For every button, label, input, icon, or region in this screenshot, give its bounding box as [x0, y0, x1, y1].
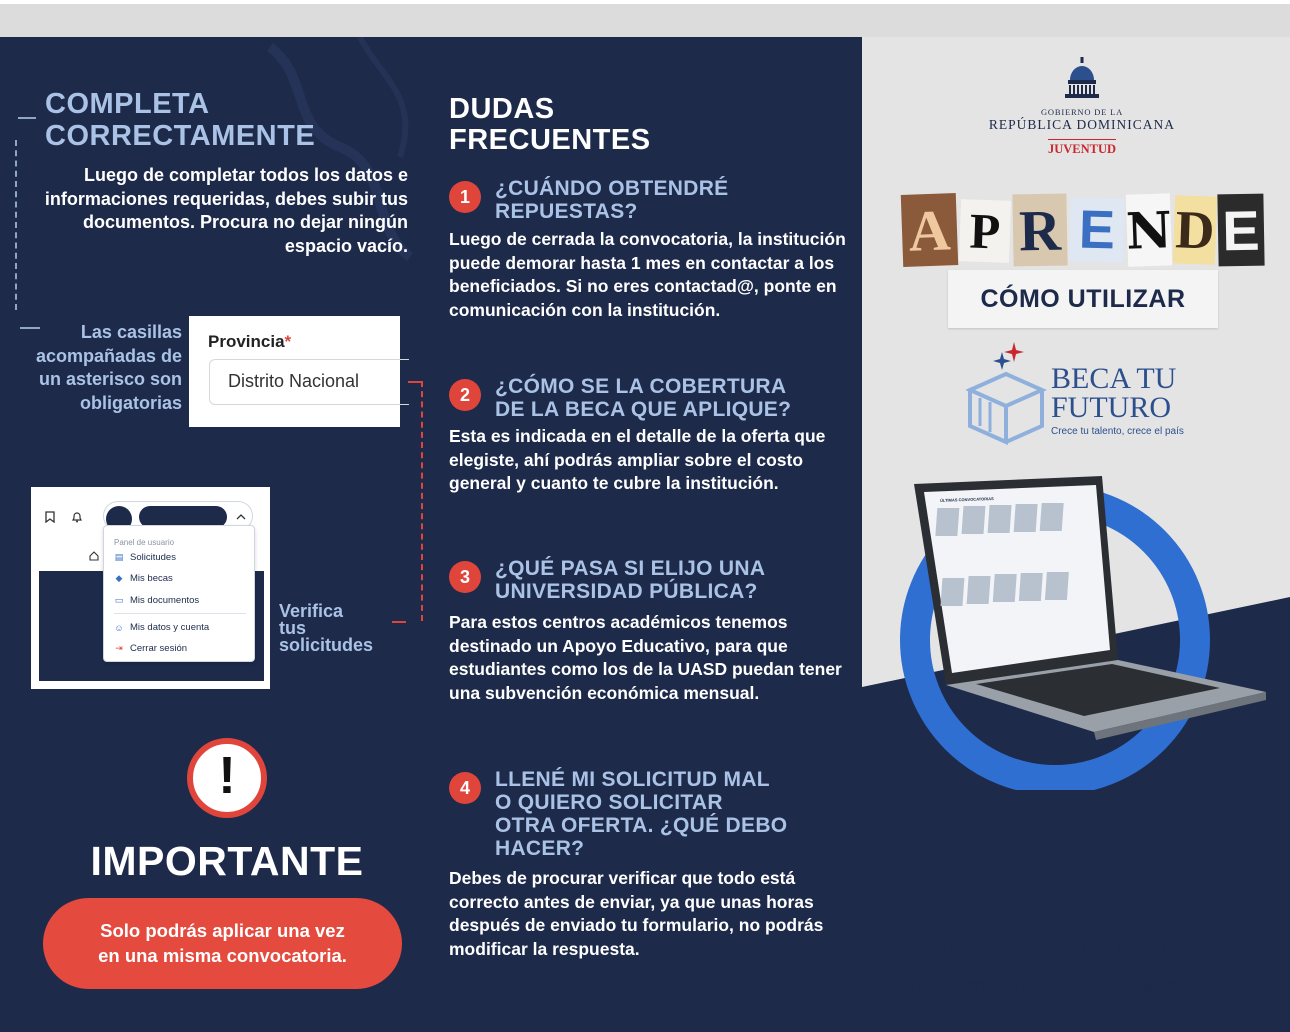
program-tagline: Crece tu talento, crece el país [1051, 426, 1184, 437]
important-heading: IMPORTANTE [90, 838, 364, 884]
subtitle-strip [948, 270, 1218, 328]
menu-item-mis-becas: ◆ Mis becas [115, 573, 173, 584]
faq-answer-3: Para estos centros académicos tenemos destinado un Apoyo Educativo, para que estudiantes como los de la UASD puedan tener una subvención económica mensual. [449, 612, 842, 703]
phone-icon: ✆ [932, 940, 952, 960]
title-deco-line [18, 117, 36, 119]
aprende-letter-p: P [959, 199, 1011, 263]
laptop-icon [914, 476, 1266, 740]
aprende-letter-r: R [1012, 194, 1067, 267]
verify-note: Verifica tus solicitudes [279, 601, 374, 655]
dropdown-title: Panel de usuario [114, 538, 175, 547]
instagram-icon: ◎ [1138, 976, 1158, 996]
aprende-title [902, 194, 1264, 268]
laptop-screen-heading: ÚLTIMAS CONVOCATORIAS [939, 496, 994, 503]
faq-number-4: 4 [449, 772, 481, 804]
faq-number-1: 1 [449, 181, 481, 213]
menu-item-mis-documentos: ▭ Mis documentos [114, 595, 200, 606]
graduation-cap-icon: ◆ [115, 573, 123, 583]
menu-item-solicitudes: ▤ Solicitudes [114, 552, 176, 563]
faq-question-1: ¿CUÁNDO OBTENDRÉ REPUESTAS? [495, 177, 729, 223]
aprende-letter-n: N [1126, 193, 1172, 266]
ballot-box-icon [966, 338, 1050, 446]
laptop-illustration [880, 470, 1280, 790]
faq-number-2: 2 [449, 379, 481, 411]
faq-question-3: ¿QUÉ PASA SI ELIJO UNA UNIVERSIDAD PÚBLICA? [495, 557, 766, 603]
capitol-dome-icon [1060, 56, 1104, 100]
user-icon: ☺ [114, 622, 124, 633]
aprende-letter-d: D [1173, 195, 1217, 264]
province-label: Provincia* [208, 332, 292, 351]
required-asterisk: * [284, 332, 292, 351]
faq-question-4: LLENÉ MI SOLICITUD MAL O QUIERO SOLICITAR OTRA OFERTA. ¿QUÉ DEBO HACER? [495, 768, 788, 860]
faq-answer-2: Esta es indicada en el detalle de la oferta que elegiste, ahí podrás ampliar sobre el costo general y cuanto te cubre la institución. [449, 426, 826, 493]
program-name-line2: FUTURO [1051, 391, 1172, 424]
dropdown-divider [114, 613, 246, 614]
connector-vertical [421, 381, 423, 621]
subtitle: CÓMO UTILIZAR [980, 285, 1186, 313]
gov-line-1: GOBIERNO DE LA [1040, 107, 1124, 117]
faq-answer-4: Debes de procurar verificar que todo está correcto antes de enviar, ya que unas horas después de enviado tu formulario, no podrás modificar la respuesta. [449, 868, 824, 959]
logout-icon: ⇥ [115, 643, 123, 653]
title-deco-dashes [15, 140, 17, 310]
province-input: Distrito Nacional [209, 359, 409, 405]
province-field-example [189, 316, 400, 427]
faq-title: DUDAS FRECUENTES [449, 93, 651, 156]
exclamation-icon: ! [187, 738, 267, 818]
user-menu-example [31, 487, 270, 689]
program-name-line1: BECA TU [1051, 362, 1177, 395]
beca-tu-futuro-logo [966, 338, 1216, 448]
connector-bottom [392, 621, 406, 623]
aprende-letter-a: A [901, 193, 958, 267]
government-logo [982, 56, 1182, 158]
gov-line-3: JUVENTUD [1048, 139, 1116, 157]
menu-item-cerrar-sesion: ⇥ Cerrar sesión [115, 643, 188, 654]
folder-icon: ▭ [114, 595, 124, 605]
menu-item-mis-datos: ☺ Mis datos y cuenta [114, 622, 210, 633]
user-dropdown [103, 525, 255, 662]
aprende-letter-e: E [1069, 197, 1125, 262]
chevron-up-icon [236, 512, 246, 523]
faq-number-3: 3 [449, 561, 481, 593]
connector-top [408, 381, 422, 383]
document-list-icon: ▤ [114, 552, 124, 562]
phone-contact: ✆ 809-508-7227 ext 1607 | 1605 | 1600 [932, 940, 1204, 960]
top-strip [0, 0, 1290, 37]
faq-question-2: ¿CÓMO SE LA COBERTURA DE LA BECA QUE APLIQUE? [495, 375, 792, 421]
gov-line-2: REPÚBLICA DOMINICANA [988, 117, 1176, 132]
complete-title: COMPLETA CORRECTAMENTE [45, 88, 316, 152]
complete-description: Luego de completar todos los datos e informaciones requeridas, debes subir tus documentos. Procura no dejar ningún espacio vacío. [44, 165, 408, 256]
important-note: Solo podrás aplicar una vez en una misma convocatoria. [43, 898, 402, 989]
social-contact: ◎ @juventudrd [1138, 976, 1249, 996]
bell-icon [71, 511, 83, 526]
home-icon [89, 551, 99, 564]
top-gray-bar [0, 4, 1290, 37]
bookmark-icon [45, 511, 55, 526]
asterisk-note: Las casillas acompañadas de un asterisco son obligatorias [35, 322, 182, 413]
email-contact: ✉ becas@juventud.gob.do [900, 976, 1088, 996]
faq-answer-1: Luego de cerrada la convocatoria, la institución puede demorar hasta 1 mes en contactar a los beneficiados. Si no eres contactad@, ponte en comunicación con la institución. [449, 229, 846, 320]
mail-icon: ✉ [900, 976, 920, 996]
aprende-letter-e2: E [1217, 194, 1264, 267]
